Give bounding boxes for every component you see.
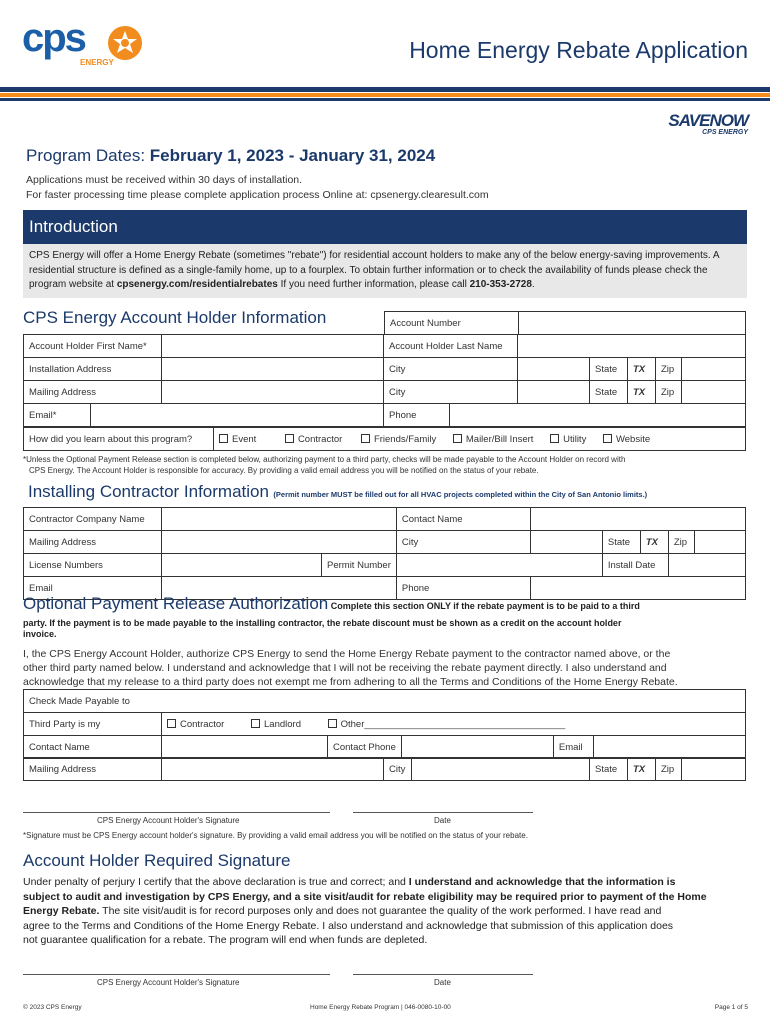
required-signature-label: CPS Energy Account Holder's Signature xyxy=(97,978,240,987)
contractor-city-field[interactable] xyxy=(530,531,602,554)
payment-signature-line[interactable] xyxy=(23,812,330,813)
install-state-value[interactable]: TX xyxy=(628,358,656,381)
page-title: Home Energy Rebate Application xyxy=(409,37,748,63)
introduction-body xyxy=(23,244,747,298)
checkbox-icon xyxy=(219,434,228,443)
contractor-phone-field[interactable] xyxy=(530,577,745,600)
contractor-heading-row xyxy=(28,482,647,502)
mailing-address-field[interactable] xyxy=(162,381,384,404)
learn-option-mailer[interactable] xyxy=(453,434,534,445)
third-party-other-label: Other______________________________________ xyxy=(340,718,566,730)
mailing-city-label: City xyxy=(384,381,518,404)
last-name-label: Account Holder Last Name xyxy=(384,335,518,358)
checkbox-icon xyxy=(550,434,559,443)
intro-text-2: If you need further information, please call xyxy=(277,279,470,290)
payment-note-a: Complete this section ONLY if the rebate payment is to be paid to a third xyxy=(330,601,640,611)
contractor-state-label: State xyxy=(602,531,640,554)
contractor-mailing-field[interactable] xyxy=(162,531,397,554)
payment-mailing-field[interactable] xyxy=(162,758,384,781)
checkbox-icon xyxy=(603,434,612,443)
learn-option-label: Event xyxy=(232,433,257,445)
mailing-address-label: Mailing Address xyxy=(24,381,162,404)
account-email-table xyxy=(23,403,746,427)
payment-state-label: State xyxy=(590,758,628,781)
savenow-subtext: CPS ENERGY xyxy=(702,129,748,136)
account-holder-table xyxy=(23,334,746,404)
checkbox-icon xyxy=(361,434,370,443)
logo-subtext: ENERGY xyxy=(80,58,114,67)
payment-date-label: Date xyxy=(434,816,451,825)
contractor-heading: Installing Contractor Information xyxy=(28,482,269,501)
payment-signature-note: *Signature must be CPS Energy account holder's signature. By providing a valid email address you will be notified on the status of your rebate. xyxy=(23,831,528,840)
account-note-1: *Unless the Optional Payment Release section is completed below, authorizing payment to a third party, checks will be made payable to the Account Holder on record with xyxy=(23,455,626,464)
payment-mailing-label: Mailing Address xyxy=(24,758,162,781)
learn-option-label: Mailer/Bill Insert xyxy=(465,433,534,445)
program-dates-label: Program Dates: xyxy=(26,146,146,165)
program-line-2: For faster processing time please complete application process Online at: cpsenergy.clearesult.com xyxy=(26,189,489,201)
contractor-contact-field[interactable] xyxy=(530,508,745,531)
third-party-other[interactable] xyxy=(328,719,566,730)
third-party-options xyxy=(162,713,746,736)
check-payable-label: Check Made Payable to xyxy=(29,695,130,707)
license-label: License Numbers xyxy=(24,554,162,577)
mailing-zip-field[interactable] xyxy=(682,381,746,404)
required-heading: Account Holder Required Signature xyxy=(23,851,291,870)
intro-end: . xyxy=(531,279,535,290)
account-number-table xyxy=(384,311,746,335)
learn-option-label: Friends/Family xyxy=(373,433,437,445)
permit-label: Permit Number xyxy=(322,554,397,577)
payment-heading-row xyxy=(23,594,753,613)
learn-option-friends[interactable] xyxy=(361,434,436,445)
required-signature-line[interactable] xyxy=(23,974,330,975)
install-zip-field[interactable] xyxy=(682,358,746,381)
payment-contact-phone-label: Contact Phone xyxy=(328,736,402,759)
payment-para-1: I, the CPS Energy Account Holder, authorize CPS Energy to send the Home Energy Rebate payment to the contractor named above, or the xyxy=(23,648,671,660)
first-name-field[interactable] xyxy=(162,335,384,358)
mailing-state-value[interactable]: TX xyxy=(628,381,656,404)
header-rule-orange xyxy=(0,93,770,97)
required-b3: Energy Rebate. xyxy=(23,905,100,917)
payment-email-field[interactable] xyxy=(593,736,745,759)
footer-page: Page 1 of 5 xyxy=(714,1004,748,1011)
program-dates-value: February 1, 2023 - January 31, 2024 xyxy=(149,146,436,165)
intro-text-1: CPS Energy will offer a Home Energy Rebate (sometimes "rebate") for residential account holders to make any of the below energy-saving improvements. A residential structure is defined as a single-family home, up to a fourplex. To obtain further information or to check the availability of funds please check the program website at xyxy=(29,250,720,290)
payment-para-2: other third party named below. I understand and acknowledge that I will not be receiving the rebate payment directly. I also understand and xyxy=(23,662,667,674)
payment-heading: Optional Payment Release Authorization xyxy=(23,594,329,613)
required-t3: agree to the Terms and Conditions of the Home Energy Rebate. I also understand and acknowledge that submission of this application does xyxy=(23,919,674,932)
contractor-city-label: City xyxy=(396,531,530,554)
install-date-label: Install Date xyxy=(602,554,668,577)
payment-address-table xyxy=(23,757,746,781)
third-party-contractor[interactable] xyxy=(167,719,224,730)
learn-table xyxy=(23,427,746,451)
contractor-mailing-label: Mailing Address xyxy=(24,531,162,554)
contractor-phone-label: Phone xyxy=(396,577,530,600)
third-party-option-label: Contractor xyxy=(180,718,225,730)
account-note-2: CPS Energy. The Account Holder is responsible for accuracy. By providing a valid email address you will be notified on the status of your rebate. xyxy=(29,466,539,475)
mailing-city-field[interactable] xyxy=(518,381,590,404)
checkbox-icon xyxy=(285,434,294,443)
contractor-subnote: (Permit number MUST be filled out for all HVAC projects completed within the City of San Antonio limits.) xyxy=(273,490,648,499)
checkbox-icon xyxy=(251,719,260,728)
learn-options xyxy=(214,428,746,451)
mailing-zip-label: Zip xyxy=(656,381,682,404)
required-t2: The site visit/audit is for record purposes only and does not guarantee the quality of the work performed. I have read and xyxy=(99,905,662,917)
contractor-state-value[interactable]: TX xyxy=(640,531,668,554)
install-state-label: State xyxy=(590,358,628,381)
mailing-state-label: State xyxy=(590,381,628,404)
required-text xyxy=(23,875,753,948)
required-date-line[interactable] xyxy=(353,974,533,975)
checkbox-icon xyxy=(453,434,462,443)
learn-option-utility[interactable] xyxy=(550,434,586,445)
payment-contact-phone-field[interactable] xyxy=(401,736,553,759)
intro-link[interactable]: cpsenergy.com/residentialrebates xyxy=(116,279,278,290)
contractor-company-field[interactable] xyxy=(162,508,397,531)
payment-contact-name-field[interactable] xyxy=(162,736,328,759)
last-name-field[interactable] xyxy=(518,335,746,358)
payment-para-3: acknowledge that my release to a third party does not exempt me from adhering to all the Terms and Conditions of the Home Energy Rebate. xyxy=(23,676,678,688)
third-party-label: Third Party is my xyxy=(24,713,162,736)
third-party-landlord[interactable] xyxy=(251,719,301,730)
third-party-option-label: Landlord xyxy=(264,718,301,730)
footer-program: Home Energy Rebate Program | 046-0080-10-00 xyxy=(310,1004,451,1011)
learn-option-label: Website xyxy=(615,433,651,445)
savenow-logo xyxy=(668,112,748,136)
learn-option-event[interactable] xyxy=(219,434,256,445)
learn-option-label: Utility xyxy=(563,433,587,445)
account-number-field[interactable] xyxy=(519,312,746,335)
header-rule-navy-2 xyxy=(0,98,770,101)
install-zip-label: Zip xyxy=(656,358,682,381)
account-number-label: Account Number xyxy=(385,312,519,335)
cps-energy-logo xyxy=(22,16,152,72)
account-heading: CPS Energy Account Holder Information xyxy=(23,308,327,327)
learn-question: How did you learn about this program? xyxy=(24,428,214,451)
payment-date-line[interactable] xyxy=(353,812,533,813)
contractor-table xyxy=(23,507,746,600)
sun-star-icon xyxy=(106,24,144,62)
payment-email-label: Email xyxy=(553,736,593,759)
contractor-company-label: Contractor Company Name xyxy=(24,508,162,531)
contractor-zip-field[interactable] xyxy=(694,531,745,554)
install-city-label: City xyxy=(384,358,518,381)
contractor-zip-label: Zip xyxy=(668,531,694,554)
learn-option-contractor[interactable] xyxy=(285,434,342,445)
email-label: Email* xyxy=(24,404,91,427)
required-date-label: Date xyxy=(434,978,451,987)
contractor-contact-label: Contact Name xyxy=(396,508,530,531)
payment-note-b: party. If the payment is to be made payable to the installing contractor, the rebate discount must be shown as a credit on the account holder xyxy=(23,618,622,628)
introduction-heading: Introduction xyxy=(23,210,747,244)
payment-contact-name-label: Contact Name xyxy=(24,736,162,759)
required-t4: not guarantee qualification for a rebate. The program will end when funds are depleted. xyxy=(23,934,428,946)
required-b1: I understand and acknowledge that the information is xyxy=(408,876,676,888)
savenow-text: SAVENOW xyxy=(668,111,748,130)
payment-table xyxy=(23,689,746,759)
contractor-email-label: Email xyxy=(24,577,162,600)
email-field[interactable] xyxy=(91,404,384,427)
payment-city-label: City xyxy=(384,758,412,781)
program-dates xyxy=(26,146,435,166)
install-date-field[interactable] xyxy=(668,554,745,577)
header-rule-navy xyxy=(0,87,770,92)
checkbox-icon xyxy=(167,719,176,728)
required-t1: Under penalty of perjury I certify that the above declaration is true and correct; and xyxy=(23,876,409,888)
learn-option-label: Contractor xyxy=(297,433,343,445)
payment-state-value[interactable]: TX xyxy=(628,758,656,781)
license-field[interactable] xyxy=(162,554,322,577)
footer-copyright: © 2023 CPS Energy xyxy=(23,1004,82,1011)
payment-note-c: invoice. xyxy=(23,629,57,639)
check-payable-row[interactable] xyxy=(24,690,746,713)
required-b2: subject to audit and investigation by CPS Energy, and a site visit/audit for rebate eligibility may be required prior to payment of the Home xyxy=(23,890,707,903)
payment-zip-field[interactable] xyxy=(682,758,746,781)
phone-label: Phone xyxy=(384,404,450,427)
intro-phone: 210-353-2728 xyxy=(469,279,532,290)
install-address-field[interactable] xyxy=(162,358,384,381)
install-city-field[interactable] xyxy=(518,358,590,381)
learn-option-website[interactable] xyxy=(603,434,650,445)
payment-signature-label: CPS Energy Account Holder's Signature xyxy=(97,816,240,825)
logo-text: cps xyxy=(22,16,85,60)
payment-city-field[interactable] xyxy=(412,758,590,781)
phone-field[interactable] xyxy=(450,404,746,427)
payment-zip-label: Zip xyxy=(656,758,682,781)
install-address-label: Installation Address xyxy=(24,358,162,381)
permit-field[interactable] xyxy=(396,554,602,577)
program-line-1: Applications must be received within 30 days of installation. xyxy=(26,174,303,186)
checkbox-icon xyxy=(328,719,337,728)
first-name-label: Account Holder First Name* xyxy=(24,335,162,358)
introduction-section xyxy=(23,210,747,298)
